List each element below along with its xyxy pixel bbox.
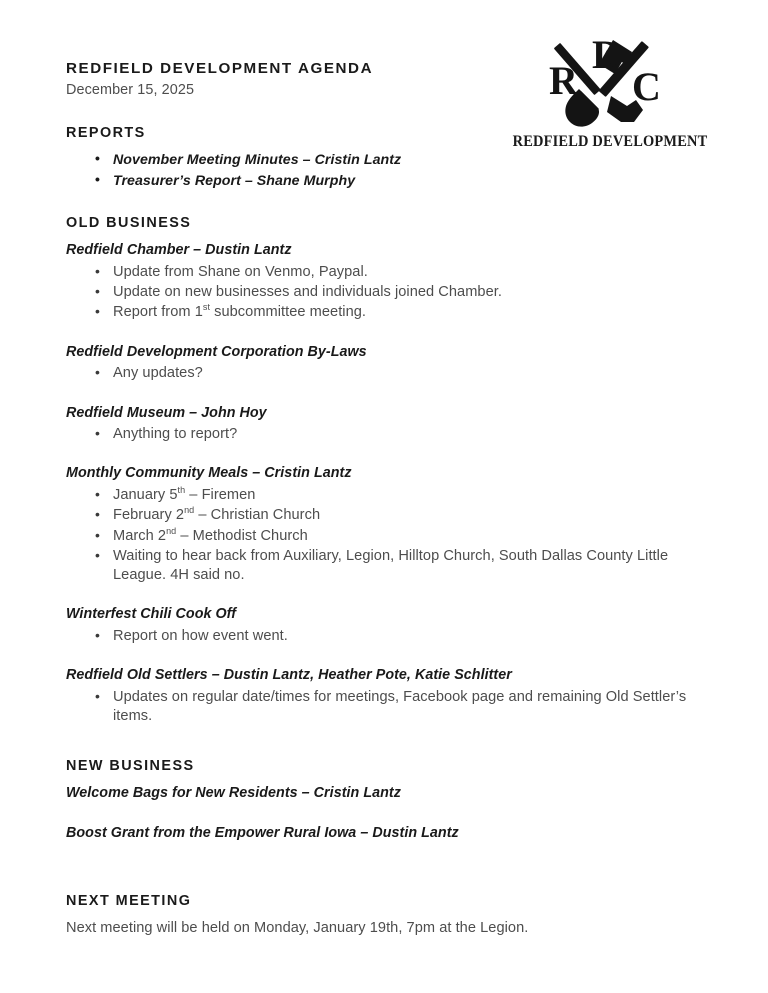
list-item: • Treasurer’s Report – Shane Murphy (66, 171, 696, 191)
section-heading-new-business: NEW BUSINESS (66, 757, 195, 774)
group-list (66, 364, 696, 383)
group-old-settlers (66, 665, 696, 726)
group-list (66, 486, 696, 585)
list-item: • Report on how event went. (66, 627, 696, 646)
logo-letter-d: D (592, 32, 621, 77)
sub-heading: Redfield Old Settlers – Dustin Lantz, Heather Pote, Katie Schlitter (66, 667, 512, 684)
group-list (66, 627, 696, 646)
group-list (66, 425, 696, 444)
logo-letter-c: C (632, 64, 661, 109)
list-item: • Updates on regular date/times for meetings, Facebook page and remaining Old Settler’s items. (66, 688, 696, 727)
group-by-laws (66, 342, 696, 384)
group-community-meals (66, 463, 696, 585)
group-redfield-museum (66, 403, 696, 445)
logo-letter-r: R (549, 58, 578, 103)
group-list (66, 688, 696, 727)
sub-heading: Welcome Bags for New Residents – Cristin Lantz (66, 785, 401, 802)
section-new-business (66, 757, 696, 844)
list-item: • March 2nd – Methodist Church (66, 527, 696, 546)
section-heading-old-business: OLD BUSINESS (66, 214, 192, 231)
section-old-business (66, 214, 696, 727)
sub-heading: Winterfest Chili Cook Off (66, 606, 237, 623)
logo-wordmark: REDFIELD DEVELOPMENT (512, 133, 708, 150)
list-item: • Waiting to hear back from Auxiliary, Legion, Hilltop Church, South Dallas County Little League. 4H said no. (66, 547, 696, 586)
sub-heading: Boost Grant from the Empower Rural Iowa – Dustin Lantz (66, 824, 459, 841)
meeting-date: December 15, 2025 (66, 82, 195, 99)
list-item: • November Meeting Minutes – Cristin Lantz (66, 150, 696, 170)
page-title: REDFIELD DEVELOPMENT AGENDA (66, 60, 374, 77)
list-item: • Update on new businesses and individuals joined Chamber. (66, 283, 696, 302)
group-boost-grant (66, 823, 696, 844)
sub-heading: Redfield Development Corporation By-Laws (66, 343, 367, 360)
list-item: • Anything to report? (66, 425, 696, 444)
group-list (66, 263, 696, 323)
section-next-meeting (66, 892, 696, 939)
list-item: • January 5th – Firemen (66, 486, 696, 505)
group-redfield-chamber (66, 240, 696, 322)
sub-heading: Redfield Chamber – Dustin Lantz (66, 242, 292, 259)
section-reports (66, 124, 708, 192)
list-item: • February 2nd – Christian Church (66, 506, 696, 525)
list-item: • Update from Shane on Venmo, Paypal. (66, 263, 696, 282)
section-heading-reports: REPORTS (66, 124, 146, 141)
sub-heading: Monthly Community Meals – Cristin Lantz (66, 465, 352, 482)
next-meeting-text: Next meeting will be held on Monday, January 19th, 7pm at the Legion. (66, 919, 529, 936)
sub-heading: Redfield Museum – John Hoy (66, 404, 267, 421)
list-item: • Report from 1st subcommittee meeting. (66, 303, 696, 322)
agenda-content (66, 58, 708, 938)
list-item: • Any updates? (66, 364, 696, 383)
group-winterfest-chili-cook-off (66, 604, 696, 646)
reports-list (66, 150, 696, 191)
section-heading-next-meeting: NEXT MEETING (66, 892, 192, 909)
section-spacer (66, 846, 696, 892)
group-welcome-bags (66, 783, 696, 804)
